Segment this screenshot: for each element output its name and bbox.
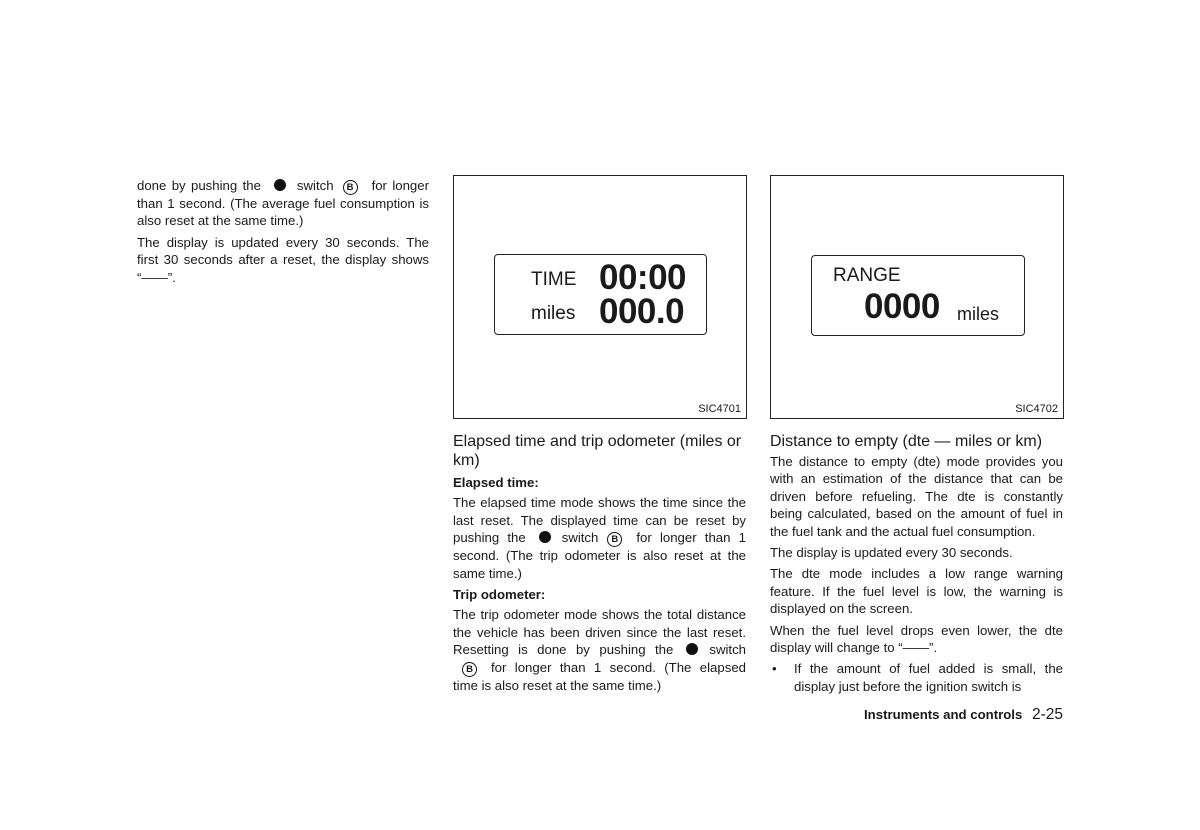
- figure-elapsed-time: [453, 175, 747, 419]
- lcd-time-label: TIME: [531, 269, 577, 290]
- trip-odometer-paragraph: The trip odometer mode shows the total distance the vehicle has been driven since the last reset. Resetting is done by pushing the switchB for longer than 1 second. (The elapsed time is also reset at the same time.): [453, 607, 746, 693]
- black-dot-icon: [686, 643, 698, 655]
- page-number: 2-25: [1031, 706, 1063, 723]
- lcd-miles-label: miles: [531, 303, 576, 324]
- figure-code: SIC4702: [1015, 403, 1058, 415]
- dte-paragraph-1: The distance to empty (dte) mode provides you with an estimation of the distance that can be driven before refueling. The dte is constantly being calculated, based on the amount of fuel in the fuel tank and the actual fuel consumption.: [770, 454, 1063, 539]
- black-dot-icon: [274, 179, 286, 191]
- lcd-display-range: [811, 255, 1025, 336]
- circled-b-icon: B: [343, 180, 358, 195]
- circled-b-icon: B: [607, 532, 622, 547]
- lcd-time-value: 00:00: [599, 258, 687, 297]
- section-heading-dte: Distance to empty (dte — miles or km): [770, 433, 1043, 450]
- black-dot-icon: [539, 531, 551, 543]
- dte-paragraph-4: When the fuel level drops even lower, the dte display will change to “——”.: [770, 622, 1063, 656]
- left-paragraph-1: done by pushing the switch B for longer than 1 second. (The average fuel consumption is also reset at the same time.): [137, 178, 429, 229]
- circled-b-icon: B: [462, 662, 477, 677]
- left-column: [137, 177, 429, 290]
- figure-code: SIC4701: [698, 403, 741, 415]
- lcd-range-unit: miles: [957, 304, 1000, 324]
- section-heading-elapsed: Elapsed time and trip odometer (miles or km): [453, 433, 742, 469]
- bullet-icon: •: [772, 661, 777, 677]
- lcd-miles-value: 000.0: [599, 292, 685, 331]
- right-column: [770, 432, 1063, 695]
- figure-range: [770, 175, 1064, 419]
- footer-section-title: Instruments and controls: [864, 707, 1023, 722]
- page-footer: [800, 706, 1063, 723]
- left-paragraph-2: The display is updated every 30 seconds. The first 30 seconds after a reset, the display shows “——”.: [137, 234, 429, 285]
- subheading-trip-odometer: Trip odometer:: [453, 587, 546, 603]
- dte-paragraph-2: The display is updated every 30 seconds.: [770, 545, 1013, 561]
- lcd-display-time-miles: [494, 254, 707, 335]
- subheading-elapsed-time: Elapsed time:: [453, 475, 539, 490]
- middle-column: [453, 432, 746, 698]
- lcd-range-label: RANGE: [833, 265, 901, 286]
- lcd-range-value: 0000: [864, 287, 940, 326]
- elapsed-time-paragraph: The elapsed time mode shows the time since the last reset. The displayed time can be reset by pushing the switch B for longer than 1 second. (The trip odometer is also reset at the same time.): [453, 495, 746, 581]
- dte-bullet-1: • If the amount of fuel added is small, the display just before the ignition switch is: [772, 661, 1063, 694]
- dte-paragraph-3: The dte mode includes a low range warning feature. If the fuel level is low, the warning is displayed on the screen.: [770, 566, 1063, 617]
